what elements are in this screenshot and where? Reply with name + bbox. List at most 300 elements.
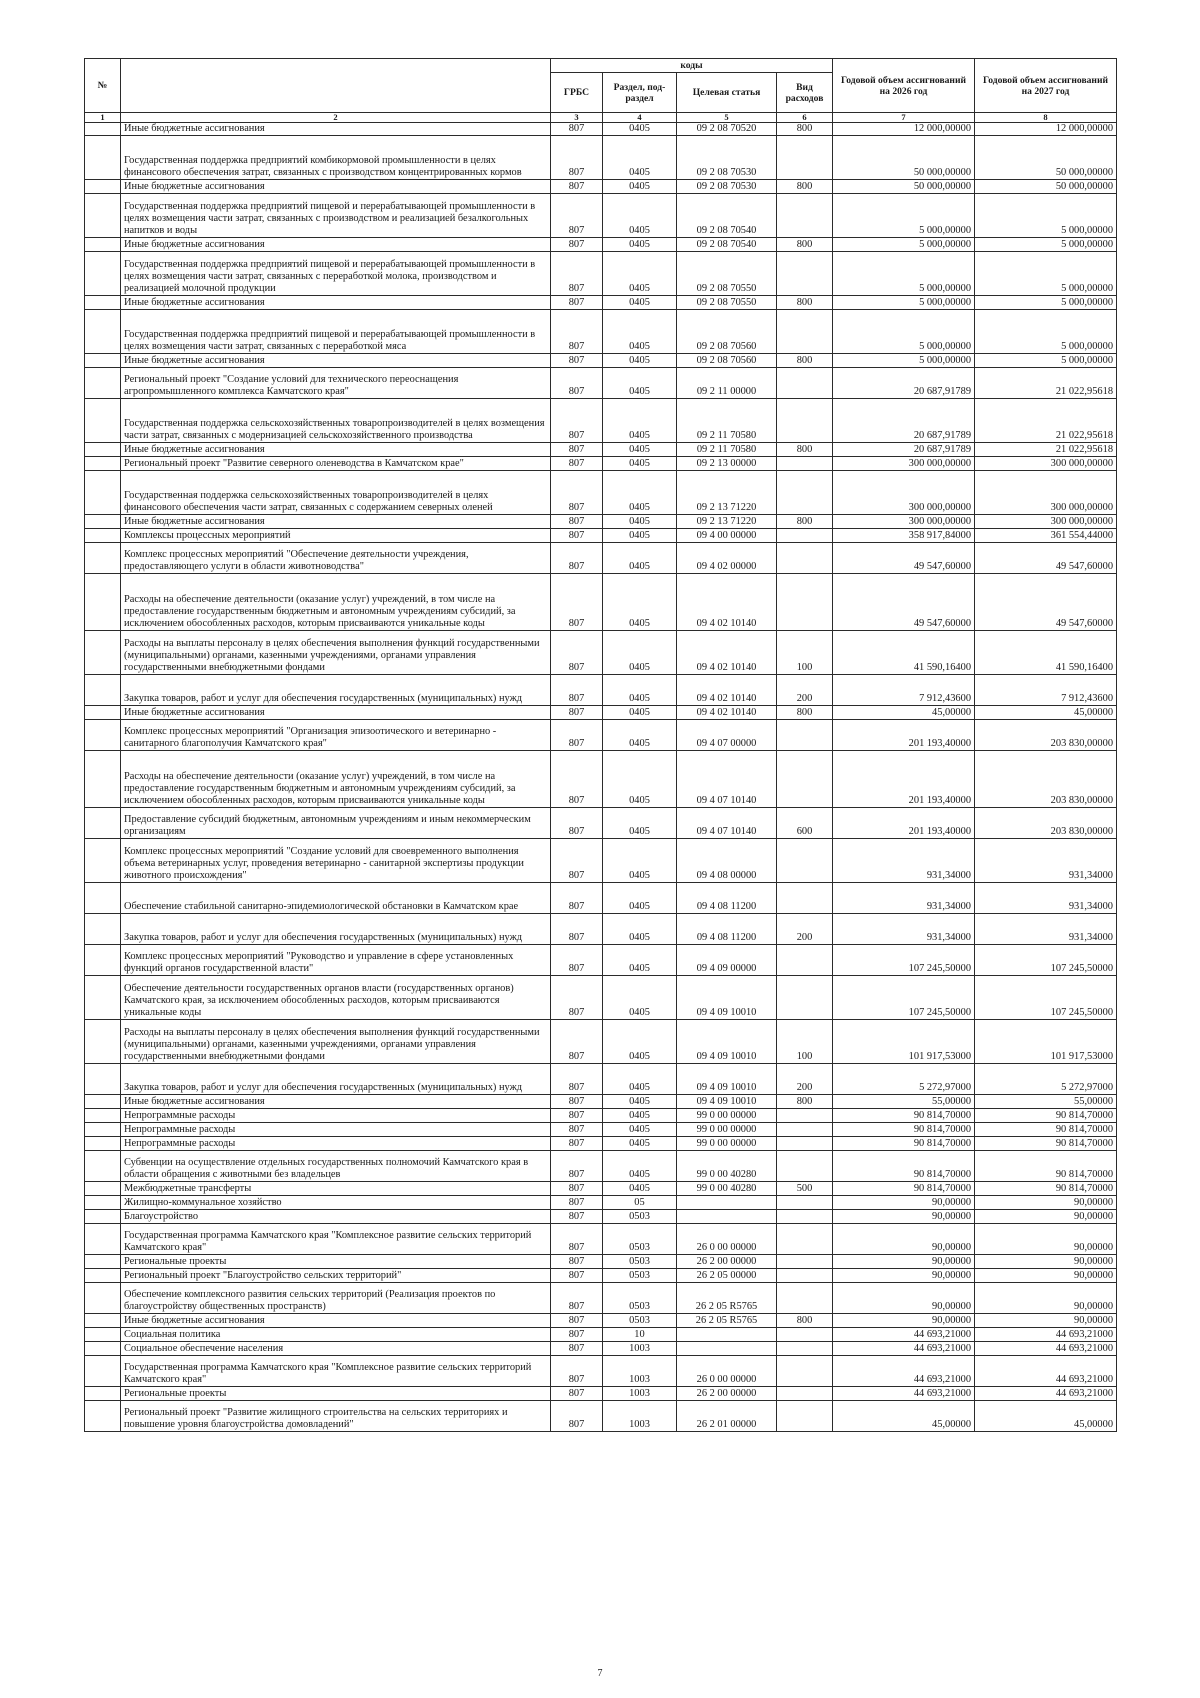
row-grbs: 807 bbox=[551, 252, 603, 296]
row-number bbox=[85, 1182, 121, 1196]
row-target: 09 2 13 71220 bbox=[677, 515, 777, 529]
row-kind bbox=[777, 1224, 833, 1255]
table-row bbox=[85, 720, 1117, 751]
row-kind bbox=[777, 136, 833, 180]
row-amount-2027: 931,34000 bbox=[975, 883, 1117, 914]
row-grbs: 807 bbox=[551, 1095, 603, 1109]
row-amount-2026: 90,00000 bbox=[833, 1269, 975, 1283]
row-number bbox=[85, 180, 121, 194]
row-number bbox=[85, 1269, 121, 1283]
row-name: Расходы на выплаты персоналу в целях обеспечения выполнения функций государственными (муниципальными) органами, казенными учреждениями, органами управления государственными внебюджетными фондами bbox=[121, 1020, 551, 1064]
row-kind bbox=[777, 1210, 833, 1224]
row-name: Непрограммные расходы bbox=[121, 1137, 551, 1151]
row-name: Государственная поддержка предприятий пищевой и перерабатывающей промышленности в целях возмещения части затрат, связанных с переработкой молока, производством и реализацией молочной продукции bbox=[121, 252, 551, 296]
row-amount-2026: 5 000,00000 bbox=[833, 252, 975, 296]
row-kind bbox=[777, 574, 833, 631]
row-amount-2027: 300 000,00000 bbox=[975, 471, 1117, 515]
row-amount-2026: 45,00000 bbox=[833, 1401, 975, 1432]
row-kind bbox=[777, 368, 833, 399]
row-amount-2027: 90 814,70000 bbox=[975, 1151, 1117, 1182]
row-amount-2026: 20 687,91789 bbox=[833, 443, 975, 457]
row-name: Непрограммные расходы bbox=[121, 1109, 551, 1123]
row-target: 09 4 07 00000 bbox=[677, 720, 777, 751]
row-grbs: 807 bbox=[551, 1269, 603, 1283]
row-name: Региональный проект "Развитие жилищного строительства на сельских территориях и повышение уровня благоустройства домовладений" bbox=[121, 1401, 551, 1432]
row-number bbox=[85, 296, 121, 310]
row-amount-2027: 45,00000 bbox=[975, 1401, 1117, 1432]
row-grbs: 807 bbox=[551, 515, 603, 529]
table-row bbox=[85, 543, 1117, 574]
table-row bbox=[85, 529, 1117, 543]
row-section: 0405 bbox=[603, 368, 677, 399]
row-kind bbox=[777, 751, 833, 808]
row-amount-2027: 21 022,95618 bbox=[975, 368, 1117, 399]
row-kind: 200 bbox=[777, 1064, 833, 1095]
row-section: 0405 bbox=[603, 1137, 677, 1151]
row-section: 0405 bbox=[603, 1123, 677, 1137]
table-row bbox=[85, 631, 1117, 675]
row-name: Государственная программа Камчатского края "Комплексное развитие сельских территорий Камчатского края" bbox=[121, 1224, 551, 1255]
table-row bbox=[85, 1224, 1117, 1255]
row-grbs: 807 bbox=[551, 839, 603, 883]
row-grbs: 807 bbox=[551, 574, 603, 631]
row-amount-2027: 7 912,43600 bbox=[975, 675, 1117, 706]
row-amount-2027: 203 830,00000 bbox=[975, 720, 1117, 751]
row-section: 0405 bbox=[603, 1095, 677, 1109]
row-kind bbox=[777, 1387, 833, 1401]
row-number bbox=[85, 706, 121, 720]
row-target: 09 2 08 70530 bbox=[677, 180, 777, 194]
row-grbs: 807 bbox=[551, 310, 603, 354]
row-name: Региональные проекты bbox=[121, 1387, 551, 1401]
table-row bbox=[85, 1109, 1117, 1123]
row-grbs: 807 bbox=[551, 123, 603, 136]
row-amount-2027: 107 245,50000 bbox=[975, 976, 1117, 1020]
row-amount-2026: 49 547,60000 bbox=[833, 543, 975, 574]
row-target: 09 4 02 10140 bbox=[677, 675, 777, 706]
row-name: Иные бюджетные ассигнования bbox=[121, 238, 551, 252]
table-row bbox=[85, 914, 1117, 945]
row-amount-2026: 44 693,21000 bbox=[833, 1328, 975, 1342]
row-name: Социальная политика bbox=[121, 1328, 551, 1342]
row-kind: 800 bbox=[777, 706, 833, 720]
row-name: Непрограммные расходы bbox=[121, 1123, 551, 1137]
table-row bbox=[85, 1328, 1117, 1342]
row-name: Иные бюджетные ассигнования bbox=[121, 1314, 551, 1328]
row-number bbox=[85, 1283, 121, 1314]
row-section: 1003 bbox=[603, 1387, 677, 1401]
row-grbs: 807 bbox=[551, 1123, 603, 1137]
row-target: 99 0 00 00000 bbox=[677, 1137, 777, 1151]
table-row bbox=[85, 1342, 1117, 1356]
row-number bbox=[85, 1020, 121, 1064]
row-name: Иные бюджетные ассигнования bbox=[121, 123, 551, 136]
row-amount-2026: 90,00000 bbox=[833, 1314, 975, 1328]
row-amount-2027: 107 245,50000 bbox=[975, 945, 1117, 976]
row-kind bbox=[777, 1151, 833, 1182]
row-section: 0405 bbox=[603, 471, 677, 515]
row-number bbox=[85, 1342, 121, 1356]
row-number bbox=[85, 1095, 121, 1109]
row-number bbox=[85, 720, 121, 751]
row-target: 09 4 02 10140 bbox=[677, 706, 777, 720]
table-row bbox=[85, 1123, 1117, 1137]
row-amount-2027: 203 830,00000 bbox=[975, 808, 1117, 839]
row-target: 99 0 00 40280 bbox=[677, 1151, 777, 1182]
row-amount-2026: 201 193,40000 bbox=[833, 808, 975, 839]
row-section: 0405 bbox=[603, 529, 677, 543]
row-target: 99 0 00 00000 bbox=[677, 1123, 777, 1137]
row-amount-2026: 90,00000 bbox=[833, 1255, 975, 1269]
row-amount-2027: 90,00000 bbox=[975, 1255, 1117, 1269]
row-kind: 500 bbox=[777, 1182, 833, 1196]
row-number bbox=[85, 194, 121, 238]
row-section: 0405 bbox=[603, 751, 677, 808]
row-grbs: 807 bbox=[551, 706, 603, 720]
row-kind bbox=[777, 194, 833, 238]
row-kind bbox=[777, 839, 833, 883]
colnum: 5 bbox=[677, 113, 777, 123]
row-amount-2026: 5 000,00000 bbox=[833, 238, 975, 252]
row-name: Жилищно-коммунальное хозяйство bbox=[121, 1196, 551, 1210]
colnum: 4 bbox=[603, 113, 677, 123]
header-kind: Вид расходов bbox=[777, 73, 833, 113]
header-2026: Годовой объем ассигнований на 2026 год bbox=[833, 59, 975, 113]
row-number bbox=[85, 631, 121, 675]
row-section: 0405 bbox=[603, 706, 677, 720]
row-kind: 800 bbox=[777, 515, 833, 529]
row-grbs: 807 bbox=[551, 399, 603, 443]
row-grbs: 807 bbox=[551, 1356, 603, 1387]
row-amount-2027: 50 000,00000 bbox=[975, 180, 1117, 194]
row-kind: 100 bbox=[777, 631, 833, 675]
row-target: 09 4 08 00000 bbox=[677, 839, 777, 883]
row-kind bbox=[777, 471, 833, 515]
row-name: Расходы на обеспечение деятельности (оказание услуг) учреждений, в том числе на предоставление государственным бюджетным и автономным учреждениям субсидий, за исключением обособленных расходов, которым присваиваются уникальные коды bbox=[121, 574, 551, 631]
row-amount-2026: 20 687,91789 bbox=[833, 399, 975, 443]
row-amount-2026: 90,00000 bbox=[833, 1224, 975, 1255]
row-section: 0405 bbox=[603, 180, 677, 194]
row-name: Региональный проект "Благоустройство сельских территорий" bbox=[121, 1269, 551, 1283]
row-amount-2027: 300 000,00000 bbox=[975, 515, 1117, 529]
table-row bbox=[85, 839, 1117, 883]
row-grbs: 807 bbox=[551, 720, 603, 751]
row-grbs: 807 bbox=[551, 1401, 603, 1432]
row-target: 09 2 13 00000 bbox=[677, 457, 777, 471]
row-number bbox=[85, 1151, 121, 1182]
row-target: 99 0 00 00000 bbox=[677, 1109, 777, 1123]
table-row bbox=[85, 180, 1117, 194]
row-amount-2026: 300 000,00000 bbox=[833, 515, 975, 529]
header-target: Целевая статья bbox=[677, 73, 777, 113]
table-row bbox=[85, 296, 1117, 310]
row-kind: 800 bbox=[777, 443, 833, 457]
row-section: 0405 bbox=[603, 574, 677, 631]
header-section: Раздел, под-раздел bbox=[603, 73, 677, 113]
row-section: 0405 bbox=[603, 123, 677, 136]
table-row bbox=[85, 443, 1117, 457]
row-kind bbox=[777, 457, 833, 471]
row-section: 0405 bbox=[603, 443, 677, 457]
row-grbs: 807 bbox=[551, 1224, 603, 1255]
row-grbs: 807 bbox=[551, 543, 603, 574]
row-section: 0405 bbox=[603, 976, 677, 1020]
row-grbs: 807 bbox=[551, 296, 603, 310]
row-number bbox=[85, 136, 121, 180]
row-amount-2026: 90,00000 bbox=[833, 1196, 975, 1210]
row-section: 0405 bbox=[603, 883, 677, 914]
row-kind: 800 bbox=[777, 354, 833, 368]
row-amount-2026: 107 245,50000 bbox=[833, 945, 975, 976]
row-kind: 800 bbox=[777, 296, 833, 310]
row-amount-2026: 201 193,40000 bbox=[833, 720, 975, 751]
row-kind: 100 bbox=[777, 1020, 833, 1064]
row-kind bbox=[777, 252, 833, 296]
row-grbs: 807 bbox=[551, 945, 603, 976]
table-row bbox=[85, 1182, 1117, 1196]
table-row bbox=[85, 1210, 1117, 1224]
row-target bbox=[677, 1342, 777, 1356]
row-target: 09 2 08 70550 bbox=[677, 252, 777, 296]
row-amount-2026: 90 814,70000 bbox=[833, 1151, 975, 1182]
table-row bbox=[85, 457, 1117, 471]
row-target: 09 4 09 10010 bbox=[677, 1020, 777, 1064]
row-section: 1003 bbox=[603, 1401, 677, 1432]
row-kind bbox=[777, 1109, 833, 1123]
row-name: Обеспечение стабильной санитарно-эпидемиологической обстановки в Камчатском крае bbox=[121, 883, 551, 914]
row-number bbox=[85, 529, 121, 543]
table-row bbox=[85, 1269, 1117, 1283]
row-kind bbox=[777, 1137, 833, 1151]
row-kind bbox=[777, 1342, 833, 1356]
row-name: Закупка товаров, работ и услуг для обеспечения государственных (муниципальных) нужд bbox=[121, 914, 551, 945]
row-target: 26 2 05 R5765 bbox=[677, 1283, 777, 1314]
table-row bbox=[85, 1387, 1117, 1401]
row-name: Благоустройство bbox=[121, 1210, 551, 1224]
row-number bbox=[85, 368, 121, 399]
row-amount-2026: 90,00000 bbox=[833, 1210, 975, 1224]
table-row bbox=[85, 1137, 1117, 1151]
row-target bbox=[677, 1210, 777, 1224]
row-kind: 200 bbox=[777, 914, 833, 945]
row-amount-2027: 5 000,00000 bbox=[975, 238, 1117, 252]
row-name: Иные бюджетные ассигнования bbox=[121, 1095, 551, 1109]
row-name: Комплекс процессных мероприятий "Обеспечение деятельности учреждения, предоставляющего услуги в области животноводства" bbox=[121, 543, 551, 574]
row-amount-2027: 44 693,21000 bbox=[975, 1342, 1117, 1356]
row-name: Иные бюджетные ассигнования bbox=[121, 706, 551, 720]
colnum: 2 bbox=[121, 113, 551, 123]
row-section: 0503 bbox=[603, 1314, 677, 1328]
row-amount-2026: 50 000,00000 bbox=[833, 180, 975, 194]
row-grbs: 807 bbox=[551, 354, 603, 368]
row-name: Иные бюджетные ассигнования bbox=[121, 443, 551, 457]
table-row bbox=[85, 675, 1117, 706]
colnum: 7 bbox=[833, 113, 975, 123]
row-kind: 800 bbox=[777, 1095, 833, 1109]
row-name: Государственная поддержка сельскохозяйственных товаропроизводителей в целях финансового обеспечения части затрат, связанных с содержанием северных оленей bbox=[121, 471, 551, 515]
row-section: 0405 bbox=[603, 631, 677, 675]
row-amount-2026: 90 814,70000 bbox=[833, 1137, 975, 1151]
row-section: 0405 bbox=[603, 1151, 677, 1182]
table-row bbox=[85, 1196, 1117, 1210]
row-number bbox=[85, 543, 121, 574]
row-section: 0405 bbox=[603, 808, 677, 839]
row-target: 09 2 08 70540 bbox=[677, 238, 777, 252]
row-grbs: 807 bbox=[551, 457, 603, 471]
row-amount-2026: 5 000,00000 bbox=[833, 310, 975, 354]
row-amount-2027: 44 693,21000 bbox=[975, 1328, 1117, 1342]
row-section: 0503 bbox=[603, 1283, 677, 1314]
row-number bbox=[85, 914, 121, 945]
budget-sheet bbox=[84, 58, 1116, 1432]
row-amount-2027: 90,00000 bbox=[975, 1224, 1117, 1255]
table-row bbox=[85, 399, 1117, 443]
row-kind bbox=[777, 399, 833, 443]
row-name: Иные бюджетные ассигнования bbox=[121, 180, 551, 194]
row-name: Межбюджетные трансферты bbox=[121, 1182, 551, 1196]
row-amount-2027: 90,00000 bbox=[975, 1314, 1117, 1328]
row-target: 09 2 08 70530 bbox=[677, 136, 777, 180]
row-amount-2026: 5 000,00000 bbox=[833, 194, 975, 238]
row-target: 09 2 08 70520 bbox=[677, 123, 777, 136]
table-row bbox=[85, 252, 1117, 296]
row-grbs: 807 bbox=[551, 471, 603, 515]
table-row bbox=[85, 1401, 1117, 1432]
row-number bbox=[85, 751, 121, 808]
row-number bbox=[85, 515, 121, 529]
row-target: 99 0 00 40280 bbox=[677, 1182, 777, 1196]
row-kind: 200 bbox=[777, 675, 833, 706]
row-section: 0503 bbox=[603, 1210, 677, 1224]
row-amount-2027: 90,00000 bbox=[975, 1269, 1117, 1283]
row-grbs: 807 bbox=[551, 976, 603, 1020]
row-section: 0503 bbox=[603, 1224, 677, 1255]
row-kind bbox=[777, 945, 833, 976]
row-target: 26 2 00 00000 bbox=[677, 1255, 777, 1269]
row-grbs: 807 bbox=[551, 1109, 603, 1123]
row-target: 09 2 13 71220 bbox=[677, 471, 777, 515]
row-name: Государственная программа Камчатского края "Комплексное развитие сельских территорий Камчатского края" bbox=[121, 1356, 551, 1387]
row-amount-2026: 45,00000 bbox=[833, 706, 975, 720]
row-amount-2026: 90 814,70000 bbox=[833, 1109, 975, 1123]
row-name: Региональный проект "Создание условий для технического переоснащения агропромышленного комплекса Камчатского края" bbox=[121, 368, 551, 399]
row-target: 09 2 08 70560 bbox=[677, 310, 777, 354]
row-name: Государственная поддержка предприятий пищевой и перерабатывающей промышленности в целях возмещения части затрат, связанных с переработкой мяса bbox=[121, 310, 551, 354]
row-amount-2027: 44 693,21000 bbox=[975, 1356, 1117, 1387]
table-row bbox=[85, 1151, 1117, 1182]
table-row bbox=[85, 574, 1117, 631]
row-kind bbox=[777, 976, 833, 1020]
row-section: 0405 bbox=[603, 675, 677, 706]
row-amount-2027: 361 554,44000 bbox=[975, 529, 1117, 543]
row-number bbox=[85, 675, 121, 706]
row-grbs: 807 bbox=[551, 529, 603, 543]
row-target: 26 2 01 00000 bbox=[677, 1401, 777, 1432]
row-name: Комплекс процессных мероприятий "Создание условий для своевременного выполнения объема ветеринарных услуг, проведения ветеринарно - санитарной экспертизы продукции животного происхождения" bbox=[121, 839, 551, 883]
row-grbs: 807 bbox=[551, 1314, 603, 1328]
row-target: 09 2 08 70560 bbox=[677, 354, 777, 368]
row-kind bbox=[777, 1328, 833, 1342]
table-row bbox=[85, 808, 1117, 839]
row-amount-2026: 201 193,40000 bbox=[833, 751, 975, 808]
row-number bbox=[85, 471, 121, 515]
row-target: 09 4 09 10010 bbox=[677, 1064, 777, 1095]
row-amount-2027: 5 000,00000 bbox=[975, 194, 1117, 238]
header-no: № bbox=[85, 59, 121, 113]
row-number bbox=[85, 839, 121, 883]
row-amount-2027: 300 000,00000 bbox=[975, 457, 1117, 471]
table-row bbox=[85, 368, 1117, 399]
row-target bbox=[677, 1196, 777, 1210]
row-amount-2026: 5 272,97000 bbox=[833, 1064, 975, 1095]
row-grbs: 807 bbox=[551, 808, 603, 839]
row-target: 09 4 02 10140 bbox=[677, 631, 777, 675]
row-section: 0405 bbox=[603, 1064, 677, 1095]
row-amount-2026: 5 000,00000 bbox=[833, 354, 975, 368]
row-amount-2027: 203 830,00000 bbox=[975, 751, 1117, 808]
row-target: 09 4 09 10010 bbox=[677, 1095, 777, 1109]
row-amount-2027: 931,34000 bbox=[975, 914, 1117, 945]
row-amount-2026: 90 814,70000 bbox=[833, 1123, 975, 1137]
header-name bbox=[121, 59, 551, 113]
row-number bbox=[85, 310, 121, 354]
row-section: 0405 bbox=[603, 296, 677, 310]
row-amount-2026: 300 000,00000 bbox=[833, 457, 975, 471]
row-amount-2027: 5 272,97000 bbox=[975, 1064, 1117, 1095]
row-target: 09 4 07 10140 bbox=[677, 808, 777, 839]
row-section: 0405 bbox=[603, 399, 677, 443]
colnum: 3 bbox=[551, 113, 603, 123]
row-name: Иные бюджетные ассигнования bbox=[121, 296, 551, 310]
row-number bbox=[85, 883, 121, 914]
row-kind bbox=[777, 883, 833, 914]
row-grbs: 807 bbox=[551, 631, 603, 675]
row-number bbox=[85, 945, 121, 976]
row-amount-2026: 358 917,84000 bbox=[833, 529, 975, 543]
row-section: 0405 bbox=[603, 945, 677, 976]
row-grbs: 807 bbox=[551, 1137, 603, 1151]
row-amount-2027: 12 000,00000 bbox=[975, 123, 1117, 136]
row-number bbox=[85, 1210, 121, 1224]
row-grbs: 807 bbox=[551, 1328, 603, 1342]
row-target: 09 2 11 70580 bbox=[677, 399, 777, 443]
row-grbs: 807 bbox=[551, 883, 603, 914]
row-number bbox=[85, 457, 121, 471]
row-number bbox=[85, 1109, 121, 1123]
row-grbs: 807 bbox=[551, 751, 603, 808]
row-amount-2027: 931,34000 bbox=[975, 839, 1117, 883]
row-amount-2027: 90 814,70000 bbox=[975, 1137, 1117, 1151]
row-target: 09 4 09 00000 bbox=[677, 945, 777, 976]
row-section: 0503 bbox=[603, 1255, 677, 1269]
row-grbs: 807 bbox=[551, 1182, 603, 1196]
table-row bbox=[85, 883, 1117, 914]
row-amount-2026: 5 000,00000 bbox=[833, 296, 975, 310]
row-section: 0405 bbox=[603, 457, 677, 471]
row-number bbox=[85, 238, 121, 252]
row-amount-2027: 49 547,60000 bbox=[975, 543, 1117, 574]
row-grbs: 807 bbox=[551, 1283, 603, 1314]
row-name: Социальное обеспечение населения bbox=[121, 1342, 551, 1356]
row-name: Государственная поддержка предприятий пищевой и перерабатывающей промышленности в целях возмещения части затрат, связанных с производством и реализацией безалкогольных напитков и воды bbox=[121, 194, 551, 238]
table-row bbox=[85, 471, 1117, 515]
table-row bbox=[85, 1064, 1117, 1095]
row-amount-2027: 90 814,70000 bbox=[975, 1109, 1117, 1123]
row-grbs: 807 bbox=[551, 238, 603, 252]
row-section: 0405 bbox=[603, 515, 677, 529]
row-section: 0405 bbox=[603, 914, 677, 945]
colnum: 1 bbox=[85, 113, 121, 123]
